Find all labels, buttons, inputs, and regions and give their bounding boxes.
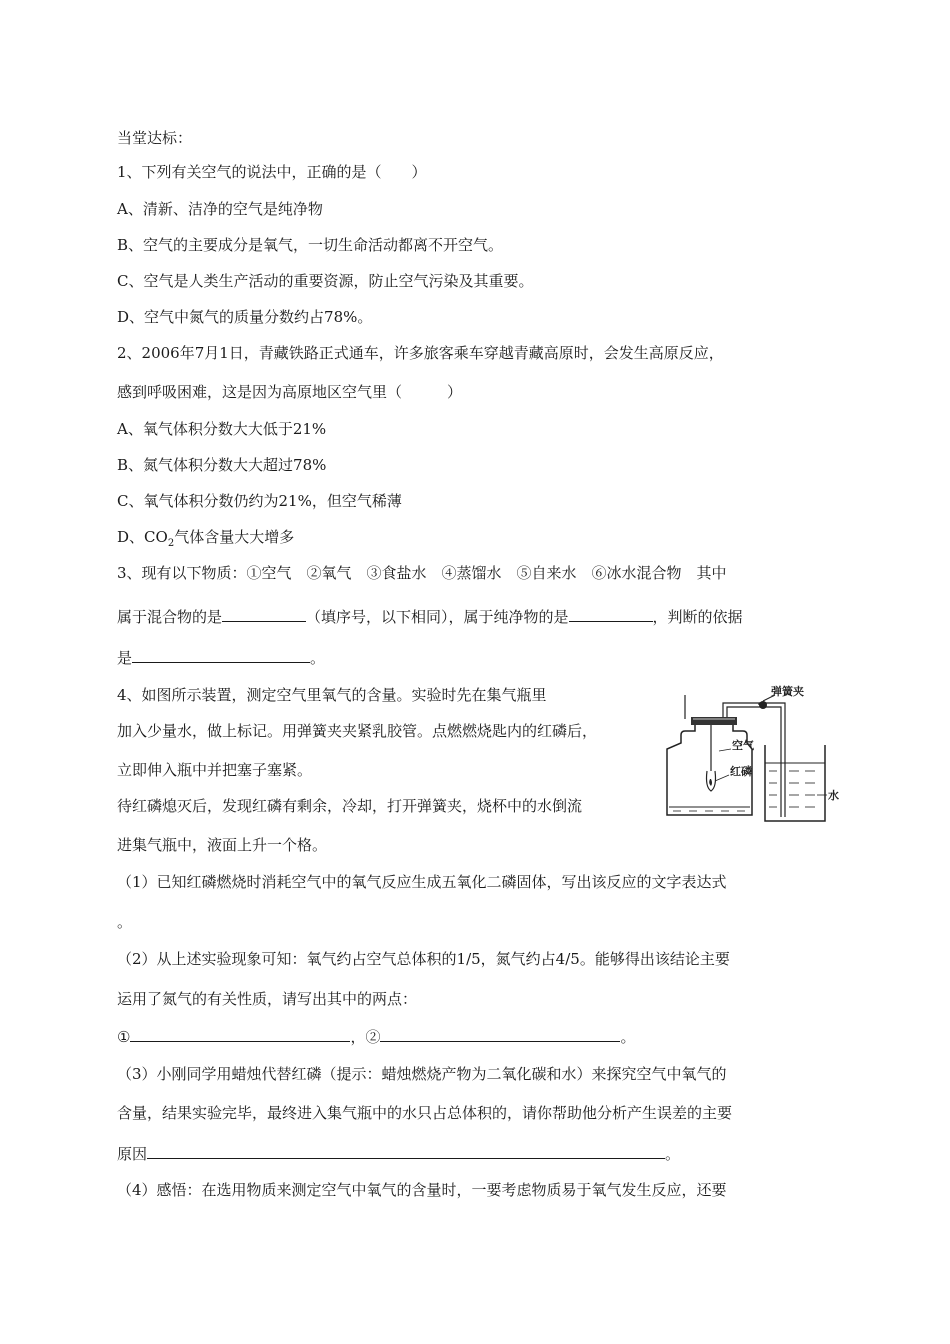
q1-stem: 1、下列有关空气的说法中，正确的是（ ） <box>117 163 427 181</box>
q4-part1-line1: （1）已知红磷燃烧时消耗空气中的氧气反应生成五氧化二磷固体，写出该反应的文字表达式 <box>117 873 727 891</box>
q3-line2 <box>117 606 743 627</box>
q4-part2-end: 。 <box>620 1028 636 1046</box>
q4-part2-line1: （2）从上述实验现象可知：氧气约占空气总体积的1/5，氮气约占4/5。能够得出该结论主要 <box>117 950 730 968</box>
q4-intro-line5: 进集气瓶中，液面上升一个格。 <box>117 836 328 854</box>
spring-clip <box>759 701 767 709</box>
q3-blank-basis[interactable] <box>132 647 310 663</box>
q4-intro-line1: 4、如图所示装置，测定空气里氧气的含量。实验时先在集气瓶里 <box>117 686 547 704</box>
q1-option-d: D、空气中氮气的质量分数约占78%。 <box>117 308 373 326</box>
q1-option-b: B、空气的主要成分是氧气，一切生命活动都离不开空气。 <box>117 236 504 254</box>
q4-part4-line1: （4）感悟：在选用物质来测定空气中氧气的含量时，一要考虑物质易于氧气发生反应，还要 <box>117 1181 727 1199</box>
q4-intro-line2: 加入少量水，做上标记。用弹簧夹夹紧乳胶管。点燃燃烧匙内的红磷后， <box>117 722 598 740</box>
q4-part3-line2: 含量，结果实验完毕，最终进入集气瓶中的水只占总体积的，请你帮助他分析产生误差的主要 <box>117 1104 733 1122</box>
q2-option-d <box>117 527 294 554</box>
q4-part2-line2: 运用了氮气的有关性质，请写出其中的两点： <box>117 990 418 1008</box>
q3-line2-part2: （填序号，以下相同），属于纯净物的是 <box>306 608 569 626</box>
q1-option-c: C、空气是人类生产活动的重要资源，防止空气污染及其重要。 <box>117 272 534 290</box>
q2-option-a: A、氧气体积分数大大低于21% <box>117 420 327 438</box>
label-water: 水 <box>828 789 839 802</box>
label-spring-clip: 弹簧夹 <box>771 685 804 698</box>
q4-intro-line4: 待红磷熄灭后，发现红磷有剩余，冷却，打开弹簧夹，烧杯中的水倒流 <box>117 797 583 815</box>
rubber-stopper <box>691 717 737 725</box>
q3-line3-part2: 。 <box>310 649 326 667</box>
q3-blank-mixture[interactable] <box>222 606 306 622</box>
q4-blank-property1[interactable] <box>130 1026 350 1042</box>
label-red-phosphorus: 红磷 <box>730 765 752 778</box>
q3-line3 <box>117 647 325 668</box>
q2-option-d-prefix: D、CO <box>117 528 168 546</box>
q3-line2-part1: 属于混合物的是 <box>117 608 223 626</box>
q3-line1: 3、现有以下物质：①空气 ②氧气 ③食盐水 ④蒸馏水 ⑤自来水 ⑥冰水混合物 其中 <box>117 564 727 582</box>
q3-blank-pure[interactable] <box>569 606 653 622</box>
q4-part1-line2: 。 <box>117 913 133 931</box>
apparatus-figure <box>655 683 845 828</box>
q2-stem-line2: 感到呼吸困难，这是因为高原地区空气里（ ） <box>117 383 463 401</box>
q4-part3-line1: （3）小刚同学用蜡烛代替红磷（提示：蜡烛燃烧产物为二氧化碳和水）来探究空气中氧气的 <box>117 1065 727 1083</box>
q2-option-d-suffix: 气体含量大大增多 <box>174 528 295 546</box>
q2-option-b: B、氮气体积分数大大超过78% <box>117 456 327 474</box>
q4-part3-end: 。 <box>665 1145 681 1163</box>
q4-part3-line3 <box>117 1143 680 1164</box>
red-phosphorus <box>709 779 712 786</box>
q1-option-a: A、清新、洁净的空气是纯净物 <box>117 200 323 218</box>
q4-part2-marker2: ，② <box>350 1028 381 1046</box>
q4-part2-marker1: ① <box>117 1028 131 1046</box>
q4-part3-label: 原因 <box>117 1145 148 1163</box>
q3-line3-part1: 是 <box>117 649 133 667</box>
label-air: 空气 <box>732 739 754 752</box>
q2-stem-line1: 2、2006年7月1日，青藏铁路正式通车，许多旅客乘车穿越青藏高原时，会发生高原反应， <box>117 344 724 362</box>
q2-option-d-subscript: 2 <box>167 538 175 549</box>
q3-line2-part3: ，判断的依据 <box>652 608 743 626</box>
q4-blank-reason[interactable] <box>147 1143 665 1159</box>
q4-blank-property2[interactable] <box>380 1026 620 1042</box>
q4-part2-line3 <box>117 1026 635 1047</box>
q4-intro-line3: 立即伸入瓶中并把塞子塞紧。 <box>117 761 313 779</box>
q2-option-c: C、氧气体积分数仍约为21%，但空气稀薄 <box>117 492 402 510</box>
section-heading: 当堂达标： <box>117 129 193 147</box>
